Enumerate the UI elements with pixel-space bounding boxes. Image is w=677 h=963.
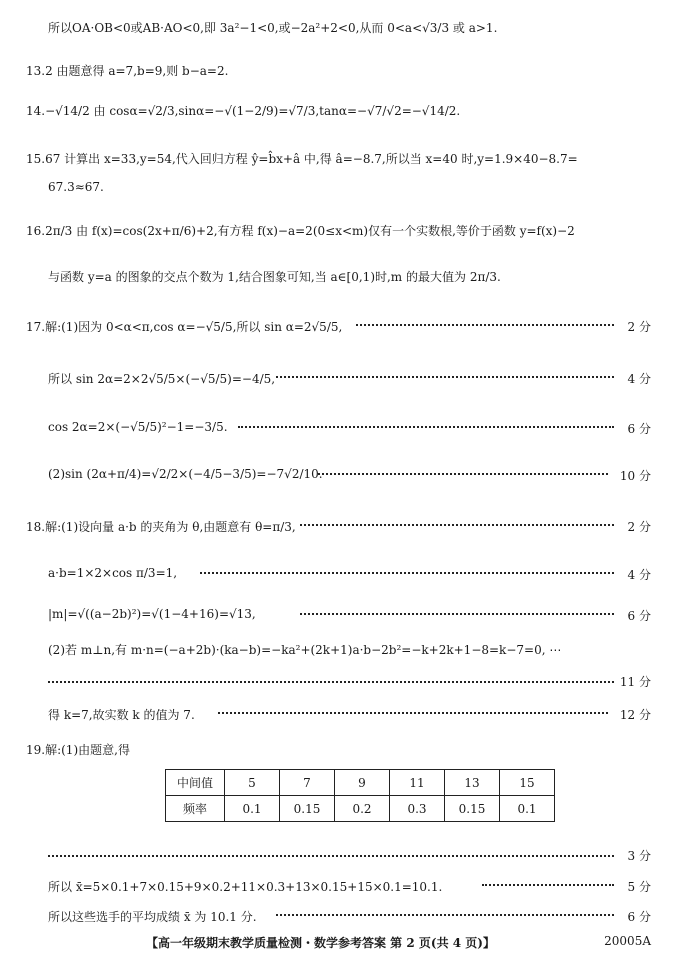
- answer-19-step-2: 所以 x̄=5×0.1+7×0.15+9×0.2+11×0.3+13×0.15+15×0.1=10.1.: [48, 880, 443, 894]
- dot-leader: [238, 426, 614, 428]
- dot-leader: [48, 855, 614, 857]
- page-footer-code: 20005A: [604, 934, 651, 948]
- dot-leader: [48, 681, 614, 683]
- score-17-1: 2 分: [627, 320, 651, 334]
- dot-leader: [318, 473, 608, 475]
- answer-16-line-1: 16.2π/3 由 f(x)=cos(2x+π/6)+2,有方程 f(x)−a=2(0≤x<m)仅有一个实数根,等价于函数 y=f(x)−2: [26, 224, 575, 238]
- score-17-3: 6 分: [627, 422, 651, 436]
- dot-leader: [276, 376, 614, 378]
- dot-leader: [276, 914, 614, 916]
- score-19-1: 3 分: [627, 849, 651, 863]
- answer-17-step-1: 17.解:(1)因为 0<α<π,cos α=−√5/5,所以 sin α=2√5/5,: [26, 320, 343, 334]
- dot-leader: [218, 712, 608, 714]
- score-18-1: 2 分: [627, 520, 651, 534]
- dot-leader: [356, 324, 614, 326]
- answer-17-step-4: (2)sin (2α+π/4)=√2/2×(−4/5−3/5)=−7√2/10.: [48, 467, 323, 481]
- frequency-table: [165, 769, 555, 822]
- table-header-cell: 中间值: [166, 770, 225, 796]
- answer-15-line-1: 15.67 计算出 x=33,y=54,代入回归方程 ŷ=b̂x+â 中,得 â=−8.7,所以当 x=40 时,y=1.9×40−8.7=: [26, 152, 578, 166]
- answer-18-step-3: |m|=√((a−2b)²)=√(1−4+16)=√13,: [48, 607, 256, 621]
- answer-18-step-2: a·b=1×2×cos π/3=1,: [48, 566, 178, 580]
- table-cell: 11: [390, 770, 445, 796]
- table-cell: 5: [225, 770, 280, 796]
- score-19-3: 6 分: [627, 910, 651, 924]
- score-17-4: 10 分: [619, 469, 651, 483]
- answer-16-line-2: 与函数 y=a 的图象的交点个数为 1,结合图象可知,当 a∈[0,1)时,m 的最大值为 2π/3.: [48, 270, 501, 284]
- table-cell: 0.3: [390, 796, 445, 822]
- score-18-5: 12 分: [619, 708, 651, 722]
- table-cell: 13: [445, 770, 500, 796]
- answer-17-step-2: 所以 sin 2α=2×2√5/5×(−√5/5)=−4/5,: [48, 372, 276, 386]
- score-18-3: 6 分: [627, 609, 651, 623]
- table-cell: 0.1: [225, 796, 280, 822]
- answer-18-step-4: (2)若 m⊥n,有 m·n=(−a+2b)·(ka−b)=−ka²+(2k+1)a·b−2b²=−k+2k+1−8=k−7=0, ⋯: [48, 643, 562, 657]
- answer-19-step-3: 所以这些选手的平均成绩 x̄ 为 10.1 分.: [48, 910, 257, 924]
- table-row: [166, 796, 555, 822]
- score-17-2: 4 分: [627, 372, 651, 386]
- answer-13: 13.2 由题意得 a=7,b=9,则 b−a=2.: [26, 64, 229, 78]
- table-cell: 0.1: [500, 796, 555, 822]
- dot-leader: [482, 884, 614, 886]
- table-cell: 9: [335, 770, 390, 796]
- answer-18-step-5: 得 k=7,故实数 k 的值为 7.: [48, 708, 195, 722]
- dot-leader: [300, 524, 614, 526]
- table-header-cell: 频率: [166, 796, 225, 822]
- table-cell: 0.15: [445, 796, 500, 822]
- table-cell: 15: [500, 770, 555, 796]
- answer-line-0: 所以OA·OB<0或AB·AO<0,即 3a²−1<0,或−2a²+2<0,从而 0<a<√3/3 或 a>1.: [48, 21, 498, 35]
- dot-leader: [200, 572, 614, 574]
- score-19-2: 5 分: [627, 880, 651, 894]
- page-footer-title: 【高一年级期末教学质量检测・数学参考答案 第 2 页(共 4 页)】: [146, 936, 495, 950]
- answer-18-step-1: 18.解:(1)设向量 a·b 的夹角为 θ,由题意有 θ=π/3,: [26, 520, 296, 534]
- answer-17-step-3: cos 2α=2×(−√5/5)²−1=−3/5.: [48, 420, 228, 434]
- score-18-2: 4 分: [627, 568, 651, 582]
- table-cell: 0.15: [280, 796, 335, 822]
- table-cell: 7: [280, 770, 335, 796]
- table-cell: 0.2: [335, 796, 390, 822]
- answer-14: 14.−√14/2 由 cosα=√2/3,sinα=−√(1−2/9)=√7/3,tanα=−√7/√2=−√14/2.: [26, 104, 461, 118]
- dot-leader: [300, 613, 614, 615]
- score-18-4: 11 分: [619, 675, 651, 689]
- answer-15-line-2: 67.3≈67.: [48, 180, 104, 194]
- answer-19-intro: 19.解:(1)由题意,得: [26, 743, 130, 757]
- table-row: [166, 770, 555, 796]
